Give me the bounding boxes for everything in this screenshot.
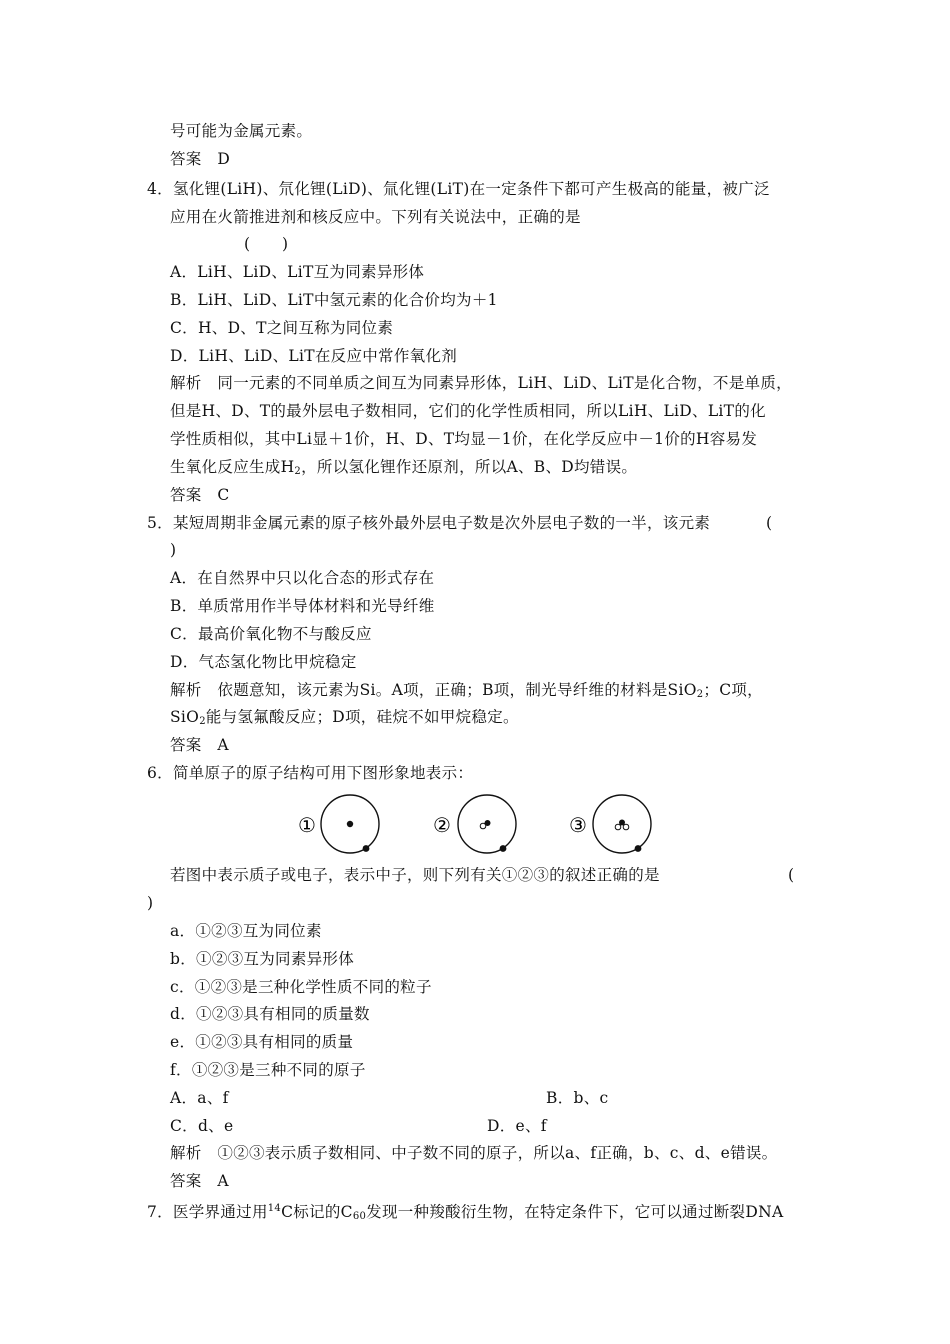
subscript: 2 (696, 689, 704, 700)
question-7-stem (147, 1199, 783, 1227)
explanation-line (170, 707, 519, 732)
answer-line: 答案 A (170, 736, 229, 754)
explanation-line: 解析 同一元素的不同单质之间互为同素异形体，LiH、LiD、LiT是化合物，不是单质， (170, 374, 792, 392)
text-span: 生氧化反应生成H (170, 458, 295, 476)
statement-item: b．①②③互为同素异形体 (170, 950, 355, 968)
electron (635, 845, 642, 852)
answer-paren-open: ( (788, 866, 795, 884)
answer-paren: ( ) (244, 235, 289, 253)
explanation-line (170, 680, 763, 705)
neutron (623, 824, 629, 830)
text-span: 发现一种羧酸衍生物，在特定条件下，它可以通过断裂DNA (366, 1203, 784, 1221)
electron (500, 845, 507, 852)
choice-b: B．b、c (546, 1089, 609, 1107)
option-d: D．气态氢化物比甲烷稳定 (170, 653, 357, 671)
text-span: 能与氢氟酸反应；D项，硅烷不如甲烷稳定。 (205, 708, 519, 726)
subscript: 2 (199, 716, 206, 727)
text-span: 解析 依题意知，该元素为Si。A项，正确；B项，制光导纤维的材料是SiO (170, 681, 697, 699)
answer-line: 答案 C (170, 486, 230, 504)
question-4-stem-cont: 应用在火箭推进剂和核反应中。下列有关说法中，正确的是 (170, 208, 581, 226)
atom-label-3: ③ (569, 813, 587, 837)
answer-paren-close: ) (170, 541, 177, 559)
text-span: 7．医学界通过用 (147, 1203, 268, 1221)
superscript: 14 (267, 1203, 282, 1214)
option-a: A．在自然界中只以化合态的形式存在 (170, 569, 435, 587)
statement-item: e．①②③具有相同的质量 (170, 1033, 354, 1051)
text-span: ；C项， (703, 681, 763, 699)
explanation-line: 但是H、D、T的最外层电子数相同，它们的化学性质相同，所以LiH、LiD、LiT的化 (170, 402, 766, 420)
choice-a: A．a、f (170, 1089, 229, 1107)
neutron (615, 824, 621, 830)
question-6-stem: 6．简单原子的原子结构可用下图形象地表示： (147, 764, 474, 782)
text-line: 号可能为金属元素。 (170, 122, 313, 140)
option-b: B．单质常用作半导体材料和光导纤维 (170, 597, 435, 615)
answer-paren-open: ( (766, 514, 773, 532)
statement-item: d．①②③具有相同的质量数 (170, 1005, 370, 1023)
option-a: A．LiH、LiD、LiT互为同素异形体 (170, 263, 425, 281)
atom-label-1: ① (298, 813, 316, 837)
choice-d: D．e、f (487, 1117, 547, 1135)
explanation-line: 学性质相似，其中Li显＋1价，H、D、T均显－1价，在化学反应中－1价的H容易发 (170, 430, 758, 448)
proton (619, 820, 625, 826)
option-c: C．H、D、T之间互称为同位素 (170, 319, 394, 337)
explanation-line (170, 457, 637, 482)
statement-item: c．①②③是三种化学性质不同的粒子 (170, 978, 432, 996)
question-5-stem: 5．某短周期非金属元素的原子核外最外层电子数是次外层电子数的一半，该元素 (147, 514, 711, 532)
text-span: ，所以氢化锂作还原剂，所以A、B、D均错误。 (301, 458, 638, 476)
atom-structure-diagram (290, 790, 670, 862)
proton (347, 821, 353, 827)
subscript: 60 (352, 1211, 367, 1222)
explanation-line: 解析 ①②③表示质子数相同、中子数不同的原子，所以a、f正确，b、c、d、e错误。 (170, 1144, 778, 1162)
answer-line: 答案 D (170, 150, 231, 168)
question-4-stem: 4．氢化锂(LiH)、氘化锂(LiD)、氚化锂(LiT)在一定条件下都可产生极高的能量，被广泛 (147, 180, 770, 198)
electron (363, 845, 370, 852)
option-b: B．LiH、LiD、LiT中氢元素的化合价均为＋1 (170, 291, 498, 309)
text-span: C标记的C (281, 1203, 353, 1221)
question-6-description: 若图中表示质子或电子，表示中子，则下列有关①②③的叙述正确的是 (170, 866, 660, 884)
option-c: C．最高价氧化物不与酸反应 (170, 625, 372, 643)
text-span: SiO (170, 708, 200, 726)
proton (485, 820, 491, 826)
option-d: D．LiH、LiD、LiT在反应中常作氧化剂 (170, 347, 458, 365)
statement-item: a．①②③互为同位素 (170, 922, 322, 940)
answer-line: 答案 A (170, 1172, 229, 1190)
atom-label-2: ② (433, 813, 451, 837)
answer-paren-close: ) (147, 894, 154, 912)
subscript: 2 (294, 466, 302, 477)
choice-c: C．d、e (170, 1117, 234, 1135)
statement-item: f．①②③是三种不同的原子 (170, 1061, 366, 1079)
